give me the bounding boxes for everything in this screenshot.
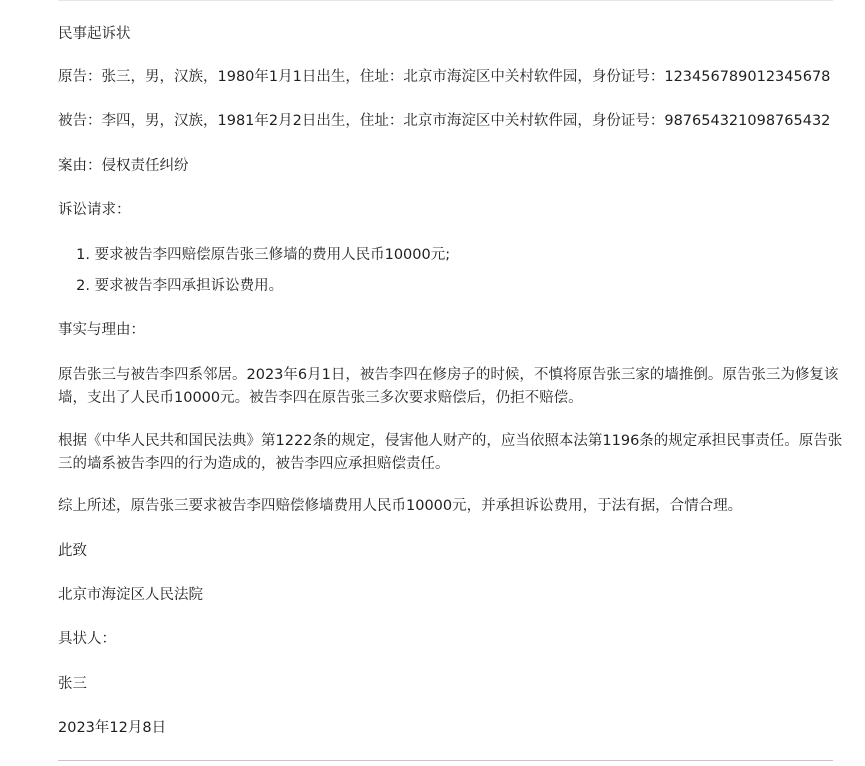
- facts-paragraph-2: 根据《中华人民共和国民法典》第1222条的规定，侵害他人财产的，应当依照本法第1196条的规定承担民事责任。原告张三的墙系被告李四的行为造成的，被告李四应承担赔偿责任。: [58, 433, 843, 472]
- list-item-number: 1.: [76, 247, 90, 263]
- bottom-divider: [58, 760, 833, 761]
- top-divider: [58, 0, 833, 1]
- signer-name: 张三: [58, 676, 87, 692]
- case-cause: 案由：侵权责任纠纷: [58, 158, 189, 174]
- closing-salutation: 此致: [58, 543, 87, 559]
- court-name: 北京市海淀区人民法院: [58, 587, 203, 603]
- document-date: 2023年12月8日: [58, 720, 167, 736]
- claims-heading: 诉讼请求：: [58, 202, 131, 218]
- list-item-text: 要求被告李四赔偿原告张三修墙的费用人民币10000元;: [94, 247, 451, 263]
- summary-paragraph: 综上所述，原告张三要求被告李四赔偿修墙费用人民币10000元，并承担诉讼费用，于法有据，合情合理。: [58, 498, 743, 514]
- defendant-info: 被告：李四，男，汉族，1981年2月2日出生，住址：北京市海淀区中关村软件园，身份证号：987654321098765432: [58, 113, 831, 129]
- list-item-text: 要求被告李四承担诉讼费用。: [94, 278, 284, 294]
- list-item: [58, 271, 450, 302]
- list-item: [58, 240, 450, 271]
- signer-label: 具状人：: [58, 631, 116, 647]
- list-item-number: 2.: [76, 278, 90, 294]
- claims-list: [58, 240, 450, 302]
- plaintiff-info: 原告：张三，男，汉族，1980年1月1日出生，住址：北京市海淀区中关村软件园，身份证号：123456789012345678: [58, 69, 831, 85]
- facts-paragraph-1: 原告张三与被告李四系邻居。2023年6月1日，被告李四在修房子的时候，不慎将原告张三家的墙推倒。原告张三为修复该墙，支出了人民币10000元。被告李四在原告张三多次要求赔偿后，仍拒不赔偿。: [58, 367, 839, 406]
- document-title: 民事起诉状: [58, 26, 131, 42]
- facts-heading: 事实与理由：: [58, 322, 145, 338]
